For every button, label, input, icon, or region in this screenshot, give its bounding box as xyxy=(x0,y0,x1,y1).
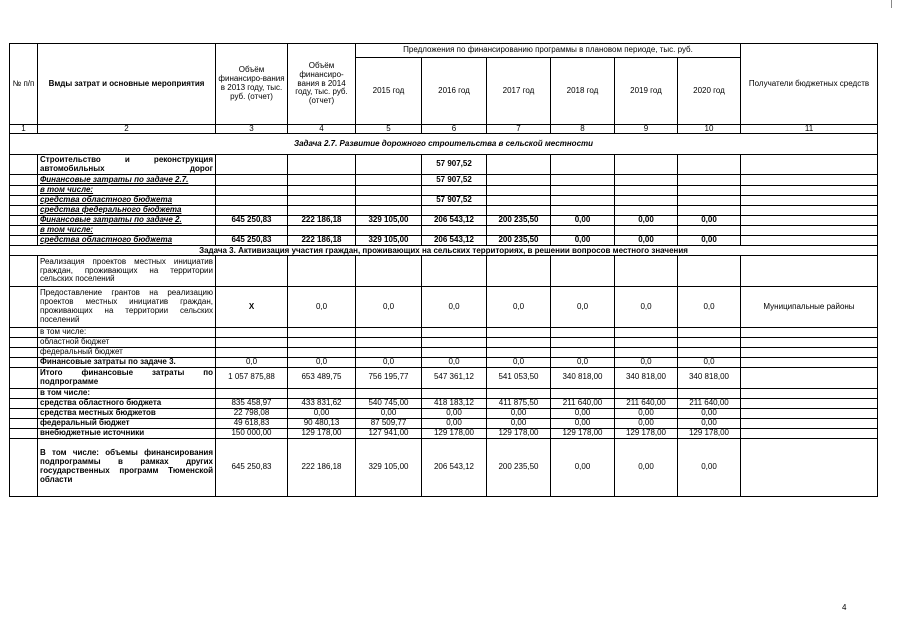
value-cell: 411 875,50 xyxy=(487,398,551,408)
value-cell: 0,00 xyxy=(678,418,741,428)
row-label: Строительство и реконструкция автомобильных дорог xyxy=(38,155,216,175)
totals-row xyxy=(10,408,878,418)
value-cell: 206 543,12 xyxy=(422,438,487,496)
row-label: Предоставление грантов на реализацию проектов местных инициатив граждан, проживающих на территории сельских поселений xyxy=(38,287,216,328)
task-27-title: Задача 2.7. Развитие дорожного строительства в сельской местности xyxy=(10,134,878,155)
value-cell xyxy=(678,196,741,206)
value-cell: 127 941,00 xyxy=(356,428,422,438)
header-num: № п/п xyxy=(10,44,38,125)
value-cell: 0,00 xyxy=(422,418,487,428)
header-year: 2016 год xyxy=(422,58,487,125)
value-cell: 0,0 xyxy=(288,287,356,328)
value-cell: 57 907,52 xyxy=(422,175,487,186)
task-3-title-row xyxy=(10,246,878,256)
value-cell xyxy=(551,175,615,186)
value-cell xyxy=(288,175,356,186)
column-number: 4 xyxy=(288,125,356,134)
task-27-title-row xyxy=(10,134,878,155)
task-3-costs-row xyxy=(10,357,878,367)
value-cell: 329 105,00 xyxy=(356,236,422,246)
row-label: в том числе: xyxy=(38,388,216,398)
value-cell: 129 178,00 xyxy=(288,428,356,438)
value-cell: 0,0 xyxy=(487,287,551,328)
totals-row xyxy=(10,428,878,438)
header-kind: Вмды затрат и основные мероприятия xyxy=(38,44,216,125)
row-label: областной бюджет xyxy=(38,337,216,347)
value-cell: 0,00 xyxy=(615,216,678,226)
value-cell: 0,00 xyxy=(551,216,615,226)
value-cell: 129 178,00 xyxy=(422,428,487,438)
value-cell xyxy=(551,155,615,175)
value-cell: 547 361,12 xyxy=(422,367,487,388)
column-number-row xyxy=(10,125,878,134)
task-27-row xyxy=(10,186,878,196)
value-cell: 329 105,00 xyxy=(356,216,422,226)
task-27-row xyxy=(10,175,878,186)
value-cell: 57 907,52 xyxy=(422,155,487,175)
column-number: 9 xyxy=(615,125,678,134)
value-cell: 222 186,18 xyxy=(288,438,356,496)
task-27-row xyxy=(10,196,878,206)
row-label: в том числе: xyxy=(38,328,216,338)
column-number: 5 xyxy=(356,125,422,134)
header-year: 2020 год xyxy=(678,58,741,125)
value-cell xyxy=(615,175,678,186)
value-cell: X xyxy=(216,287,288,328)
value-cell: 433 831,62 xyxy=(288,398,356,408)
total-row xyxy=(10,367,878,388)
task-3-row xyxy=(10,347,878,357)
value-cell xyxy=(288,196,356,206)
value-cell: 0,0 xyxy=(615,287,678,328)
header-year: 2019 год xyxy=(615,58,678,125)
header-2013: Объём финансиро-вания в 2013 году, тыс. руб. (отчет) xyxy=(216,44,288,125)
value-cell: 57 907,52 xyxy=(422,196,487,206)
value-cell: 418 183,12 xyxy=(422,398,487,408)
value-cell: 0,0 xyxy=(422,287,487,328)
task-3-grants-row xyxy=(10,287,878,328)
column-number: 11 xyxy=(741,125,878,134)
value-cell: 540 745,00 xyxy=(356,398,422,408)
value-cell: 0,00 xyxy=(678,408,741,418)
column-number: 3 xyxy=(216,125,288,134)
value-cell: 0,0 xyxy=(678,287,741,328)
value-cell: 0,00 xyxy=(288,408,356,418)
value-cell: 0,0 xyxy=(356,357,422,367)
value-cell: 0,0 xyxy=(422,357,487,367)
header-2014: Объём финансиро-вания в 2014 году, тыс. руб. (отчет) xyxy=(288,44,356,125)
row-label: Финансовые затраты по задаче 2.7. xyxy=(38,175,216,186)
value-cell: 0,00 xyxy=(422,408,487,418)
value-cell: 0,0 xyxy=(551,287,615,328)
value-cell: 541 053,50 xyxy=(487,367,551,388)
value-cell: 0,00 xyxy=(356,408,422,418)
value-cell: 340 818,00 xyxy=(615,367,678,388)
value-cell: 211 640,00 xyxy=(551,398,615,408)
header-plan-group: Предложения по финансированию программы в плановом периоде, тыс. руб. xyxy=(356,44,741,58)
task-3-project-row xyxy=(10,256,878,287)
page-number: 4 xyxy=(842,603,847,612)
header-year: 2018 год xyxy=(551,58,615,125)
row-label: Финансовые затраты по задаче 3. xyxy=(38,357,216,367)
column-number: 2 xyxy=(38,125,216,134)
value-cell: 0,0 xyxy=(487,357,551,367)
row-label: средства областного бюджета xyxy=(38,236,216,246)
totals-row xyxy=(10,398,878,408)
value-cell: 222 186,18 xyxy=(288,216,356,226)
row-label: Итого финансовые затраты по подпрограмме xyxy=(38,367,216,388)
value-cell: 0,00 xyxy=(551,438,615,496)
within-programs-row xyxy=(10,438,878,496)
scan-edge-mark xyxy=(891,0,893,8)
recipient-cell: Муниципальные районы xyxy=(741,287,878,328)
row-label: средства областного бюджета xyxy=(38,398,216,408)
value-cell: 0,00 xyxy=(678,216,741,226)
value-cell: 49 618,83 xyxy=(216,418,288,428)
value-cell: 211 640,00 xyxy=(678,398,741,408)
value-cell: 0,00 xyxy=(615,418,678,428)
row-label: внебюджетные источники xyxy=(38,428,216,438)
value-cell: 129 178,00 xyxy=(487,428,551,438)
value-cell: 0,0 xyxy=(551,357,615,367)
row-label: федеральный бюджет xyxy=(38,347,216,357)
value-cell xyxy=(288,155,356,175)
value-cell: 645 250,83 xyxy=(216,216,288,226)
value-cell: 129 178,00 xyxy=(678,428,741,438)
row-label: Реализация проектов местных инициатив граждан, проживающих на территории сельских поселений xyxy=(38,256,216,287)
row-label: средства областного бюджета xyxy=(38,196,216,206)
column-number: 6 xyxy=(422,125,487,134)
value-cell xyxy=(615,155,678,175)
value-cell: 200 235,50 xyxy=(487,216,551,226)
value-cell: 222 186,18 xyxy=(288,236,356,246)
value-cell: 206 543,12 xyxy=(422,236,487,246)
column-number: 10 xyxy=(678,125,741,134)
value-cell xyxy=(678,175,741,186)
column-number: 8 xyxy=(551,125,615,134)
row-label: федеральный бюджет xyxy=(38,418,216,428)
task-27-row xyxy=(10,226,878,236)
value-cell xyxy=(216,155,288,175)
value-cell: 340 818,00 xyxy=(551,367,615,388)
task-27-row xyxy=(10,236,878,246)
value-cell: 340 818,00 xyxy=(678,367,741,388)
value-cell: 653 489,75 xyxy=(288,367,356,388)
value-cell: 0,00 xyxy=(615,236,678,246)
row-label: в том числе: xyxy=(38,186,216,196)
task-3-row xyxy=(10,328,878,338)
financing-table xyxy=(9,43,878,497)
totals-row xyxy=(10,418,878,428)
value-cell xyxy=(487,196,551,206)
value-cell: 0,00 xyxy=(551,408,615,418)
value-cell: 0,0 xyxy=(216,357,288,367)
value-cell: 87 509,77 xyxy=(356,418,422,428)
value-cell: 200 235,50 xyxy=(487,236,551,246)
value-cell: 756 195,77 xyxy=(356,367,422,388)
value-cell: 0,00 xyxy=(487,418,551,428)
header-recipients: Получатели бюджетных средств xyxy=(741,44,878,125)
value-cell xyxy=(356,155,422,175)
value-cell: 90 480,13 xyxy=(288,418,356,428)
task-27-row xyxy=(10,216,878,226)
value-cell: 129 178,00 xyxy=(551,428,615,438)
header-row-1 xyxy=(10,44,878,58)
value-cell: 835 458,97 xyxy=(216,398,288,408)
value-cell xyxy=(551,196,615,206)
header-year: 2017 год xyxy=(487,58,551,125)
task-27-row xyxy=(10,206,878,216)
value-cell: 0,00 xyxy=(678,236,741,246)
value-cell xyxy=(216,175,288,186)
value-cell xyxy=(487,175,551,186)
column-number: 1 xyxy=(10,125,38,134)
value-cell: 0,00 xyxy=(551,236,615,246)
value-cell: 129 178,00 xyxy=(615,428,678,438)
row-label: В том числе: объемы финансирования подпрограммы в рамках других государственных программ Тюменской области xyxy=(38,438,216,496)
value-cell xyxy=(216,196,288,206)
row-label: Финансовые затраты по задаче 2. xyxy=(38,216,216,226)
value-cell: 150 000,00 xyxy=(216,428,288,438)
task-27-row xyxy=(10,155,878,175)
value-cell: 329 105,00 xyxy=(356,438,422,496)
value-cell xyxy=(487,155,551,175)
value-cell: 22 798,08 xyxy=(216,408,288,418)
value-cell xyxy=(356,196,422,206)
row-label: средства федерального бюджета xyxy=(38,206,216,216)
task-3-row xyxy=(10,337,878,347)
row-label: в том числе: xyxy=(38,226,216,236)
column-number: 7 xyxy=(487,125,551,134)
value-cell: 0,0 xyxy=(678,357,741,367)
value-cell: 0,00 xyxy=(615,408,678,418)
value-cell: 0,00 xyxy=(615,438,678,496)
header-year: 2015 год xyxy=(356,58,422,125)
value-cell: 211 640,00 xyxy=(615,398,678,408)
task-3-title: Задача 3. Активизация участия граждан, проживающих на сельских территориях, в решении вопросов местного значения xyxy=(10,246,878,256)
value-cell: 0,0 xyxy=(356,287,422,328)
value-cell: 1 057 875,88 xyxy=(216,367,288,388)
value-cell xyxy=(356,175,422,186)
value-cell: 0,00 xyxy=(678,438,741,496)
value-cell: 0,0 xyxy=(615,357,678,367)
value-cell: 0,00 xyxy=(551,418,615,428)
value-cell: 0,0 xyxy=(288,357,356,367)
row-label: средства местных бюджетов xyxy=(38,408,216,418)
value-cell: 0,00 xyxy=(487,408,551,418)
value-cell: 645 250,83 xyxy=(216,438,288,496)
totals-row xyxy=(10,388,878,398)
value-cell xyxy=(615,196,678,206)
value-cell: 645 250,83 xyxy=(216,236,288,246)
value-cell xyxy=(678,155,741,175)
value-cell: 200 235,50 xyxy=(487,438,551,496)
value-cell: 206 543,12 xyxy=(422,216,487,226)
